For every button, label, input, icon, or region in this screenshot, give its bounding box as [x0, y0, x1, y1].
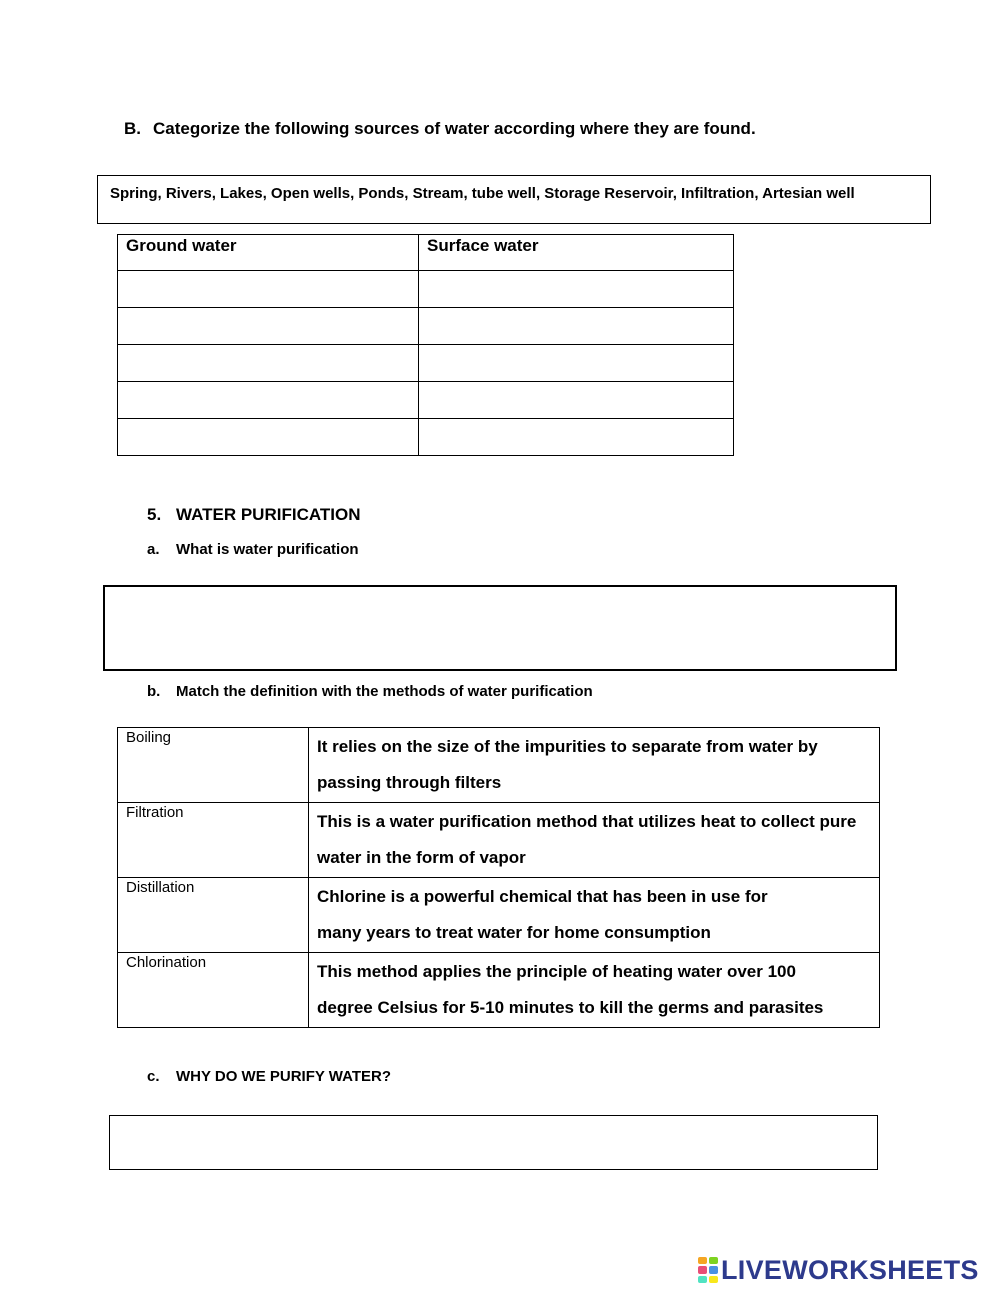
section-b-number: B.	[124, 119, 141, 138]
definition-2[interactable]	[309, 803, 880, 878]
question-c-text: WHY DO WE PURIFY WATER?	[176, 1068, 392, 1085]
question-c-label: c.	[147, 1068, 160, 1085]
answer-box-water-purification[interactable]	[103, 585, 897, 671]
section-5-heading	[147, 505, 360, 525]
definition-3-line-1: Chlorine is a powerful chemical that has been in use for	[317, 887, 768, 906]
section-5-title: WATER PURIFICATION	[176, 505, 361, 524]
table-row	[118, 308, 734, 345]
definition-3[interactable]	[309, 878, 880, 953]
header-surface-water: Surface water	[419, 235, 734, 271]
word-bank-box	[97, 175, 931, 224]
definition-4[interactable]	[309, 953, 880, 1028]
question-a	[147, 541, 359, 558]
question-a-label: a.	[147, 541, 160, 558]
logo-block	[698, 1276, 707, 1283]
ground-water-input-4[interactable]	[118, 382, 419, 419]
definition-1-line-1: It relies on the size of the impurities to separate from water by	[317, 737, 818, 756]
section-b-heading	[124, 119, 756, 139]
section-5-number: 5.	[147, 505, 162, 524]
categorize-table	[117, 234, 734, 456]
surface-water-input-4[interactable]	[419, 382, 734, 419]
table-row	[118, 271, 734, 308]
definition-2-line-1: This is a water purification method that utilizes heat to collect pure	[317, 812, 857, 831]
surface-water-input-3[interactable]	[419, 345, 734, 382]
definition-1[interactable]	[309, 728, 880, 803]
question-b-label: b.	[147, 683, 161, 700]
ground-water-input-3[interactable]	[118, 345, 419, 382]
table-row	[118, 803, 880, 878]
logo-block	[709, 1257, 718, 1264]
section-b-title: Categorize the following sources of water according where they are found.	[153, 119, 756, 138]
categorize-header-row	[118, 235, 734, 271]
table-row	[118, 953, 880, 1028]
table-row	[118, 728, 880, 803]
logo-text: LIVEWORKSHEETS	[721, 1254, 979, 1285]
liveworksheets-logo	[698, 1255, 979, 1285]
method-boiling[interactable]: Boiling	[118, 728, 309, 803]
table-row	[118, 419, 734, 456]
word-bank-text: Spring, Rivers, Lakes, Open wells, Ponds, Stream, tube well, Storage Reservoir, Infiltration, Artesian well	[110, 185, 855, 202]
question-b-text: Match the definition with the methods of water purification	[176, 683, 593, 700]
logo-block	[698, 1257, 707, 1264]
surface-water-input-5[interactable]	[419, 419, 734, 456]
question-a-text: What is water purification	[176, 541, 359, 558]
surface-water-input-1[interactable]	[419, 271, 734, 308]
definition-2-line-2: water in the form of vapor	[317, 848, 526, 867]
ground-water-input-2[interactable]	[118, 308, 419, 345]
table-row	[118, 345, 734, 382]
definition-4-line-1: This method applies the principle of heating water over 100	[317, 962, 796, 981]
answer-box-why-purify[interactable]	[109, 1115, 878, 1170]
definition-3-line-2: many years to treat water for home consumption	[317, 923, 711, 942]
method-filtration[interactable]: Filtration	[118, 803, 309, 878]
logo-block	[709, 1276, 718, 1283]
definition-4-line-2: degree Celsius for 5-10 minutes to kill the germs and parasites	[317, 998, 824, 1017]
method-distillation[interactable]: Distillation	[118, 878, 309, 953]
question-c	[147, 1068, 391, 1085]
definition-1-line-2: passing through filters	[317, 773, 502, 792]
question-b	[147, 683, 593, 700]
table-row	[118, 382, 734, 419]
table-row	[118, 878, 880, 953]
logo-mark-icon	[698, 1257, 718, 1283]
logo-block	[698, 1266, 707, 1273]
method-chlorination[interactable]: Chlorination	[118, 953, 309, 1028]
header-ground-water: Ground water	[118, 235, 419, 271]
ground-water-input-1[interactable]	[118, 271, 419, 308]
match-table	[117, 727, 880, 1028]
logo-block	[709, 1266, 718, 1273]
ground-water-input-5[interactable]	[118, 419, 419, 456]
surface-water-input-2[interactable]	[419, 308, 734, 345]
